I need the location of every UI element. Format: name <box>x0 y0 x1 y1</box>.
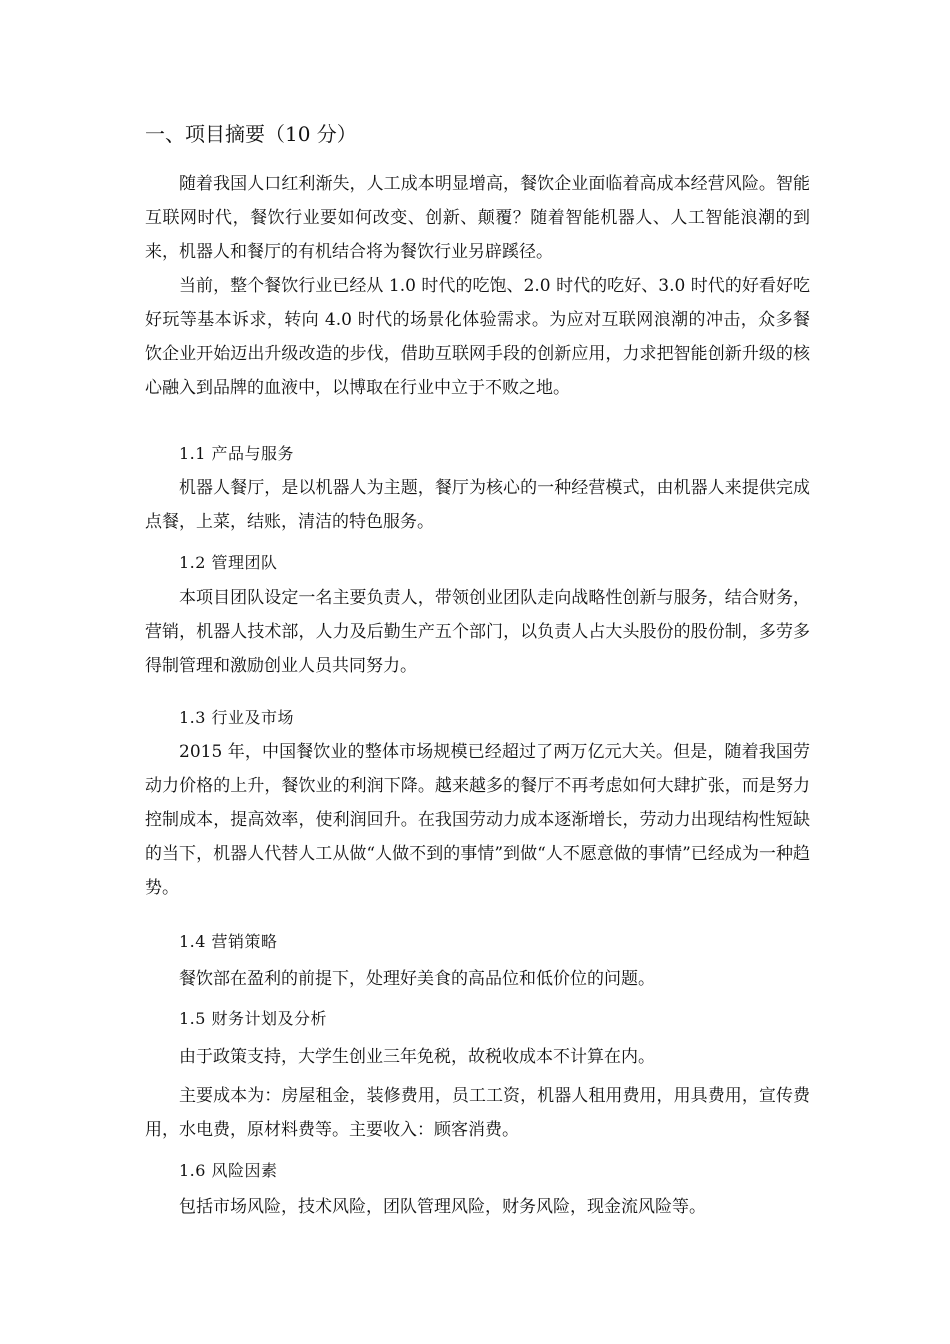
market-paragraph: 2015 年，中国餐饮业的整体市场规模已经超过了两万亿元大关。但是，随着我国劳动力价格的上升，餐饮业的利润下降。越来越多的餐厅不再考虑如何大肆扩张，而是努力控制成本，提高效率，使利润回升。在我国劳动力成本逐渐增长，劳动力出现结构性短缺的当下，机器人代替人工从做“人做不到的事情”到做“人不愿意做的事情”已经成为一种趋势。 <box>145 742 810 898</box>
subsection-title-products: 1.1 产品与服务 <box>179 444 295 463</box>
subsection-title-risk: 1.6 风险因素 <box>179 1161 278 1180</box>
marketing-paragraph: 餐饮部在盈利的前提下，处理好美食的高品位和低价位的问题。 <box>179 969 655 989</box>
subsection-title-finance: 1.5 财务计划及分析 <box>179 1009 328 1028</box>
intro-paragraph-1: 随着我国人口红利渐失，人工成本明显增高，餐饮企业面临着高成本经营风险。智能互联网时代，餐饮行业要如何改变、创新、颠覆？随着智能机器人、人工智能浪潮的到来，机器人和餐厅的有机结合将为餐饮行业另辟蹊径。 <box>145 174 810 262</box>
products-paragraph: 机器人餐厅，是以机器人为主题，餐厅为核心的一种经营模式，由机器人来提供完成点餐，上菜，结账，清洁的特色服务。 <box>145 478 810 532</box>
subsection-title-team: 1.2 管理团队 <box>179 553 278 572</box>
intro-paragraph-2: 当前，整个餐饮行业已经从 1.0 时代的吃饱、2.0 时代的吃好、3.0 时代的好看好吃好玩等基本诉求，转向 4.0 时代的场景化体验需求。为应对互联网浪潮的冲击，众多餐饮企业开始迈出升级改造的步伐，借助互联网手段的创新应用，力求把智能创新升级的核心融入到品牌的血液中，以博取在行业中立于不败之地。 <box>145 276 810 398</box>
risk-paragraph: 包括市场风险，技术风险，团队管理风险，财务风险，现金流风险等。 <box>179 1197 706 1217</box>
subsection-title-marketing: 1.4 营销策略 <box>179 932 278 951</box>
finance-paragraph-1: 由于政策支持，大学生创业三年免税，故税收成本不计算在内。 <box>179 1047 655 1067</box>
finance-paragraph-2: 主要成本为：房屋租金，装修费用，员工工资，机器人租用费用，用具费用，宣传费用，水电费，原材料费等。主要收入：顾客消费。 <box>145 1086 810 1140</box>
section-heading: 一、项目摘要（10 分） <box>145 122 357 146</box>
team-paragraph: 本项目团队设定一名主要负责人，带领创业团队走向战略性创新与服务，结合财务，营销，机器人技术部，人力及后勤生产五个部门，以负责人占大头股份的股份制，多劳多得制管理和激励创业人员共同努力。 <box>145 588 810 676</box>
subsection-title-market: 1.3 行业及市场 <box>179 708 295 727</box>
